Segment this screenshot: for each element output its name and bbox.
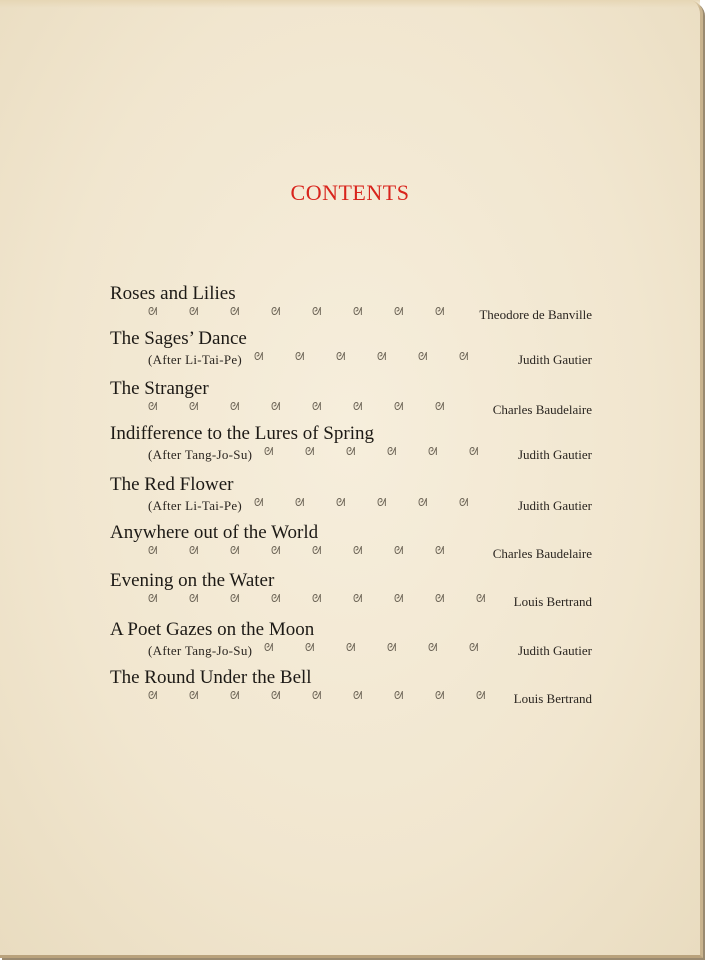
leader-ornament-icon: ᘛ xyxy=(189,689,199,702)
leader-ornament-icon: ᘛ xyxy=(394,305,404,318)
toc-entry xyxy=(110,522,592,561)
entry-author: Judith Gautier xyxy=(517,643,592,658)
entry-title: The Sages’ Dance xyxy=(110,328,247,349)
leader-ornament-icon: ᘛ xyxy=(435,592,445,605)
entry-author: Judith Gautier xyxy=(517,352,592,367)
leader-ornament-icon: ᘛ xyxy=(148,305,158,318)
leader-ornament-icon: ᘛ xyxy=(189,305,199,318)
leader-ornament-icon: ᘛ xyxy=(148,689,158,702)
leader-ornament-icon: ᘛ xyxy=(295,350,305,363)
leader-ornament-icon: ᘛ xyxy=(336,350,346,363)
leader-ornament-icon: ᘛ xyxy=(418,496,428,509)
toc-entry xyxy=(110,619,592,658)
toc-entry xyxy=(110,667,592,706)
entry-title: Anywhere out of the World xyxy=(110,522,319,543)
leader-ornament-icon: ᘛ xyxy=(377,496,387,509)
leader-ornament-icon: ᘛ xyxy=(476,592,486,605)
entry-subtitle: (After Tang-Jo-Su) xyxy=(148,643,253,658)
entry-author: Judith Gautier xyxy=(517,447,592,462)
leader-ornament-icon: ᘛ xyxy=(459,496,469,509)
toc-entry xyxy=(110,570,592,609)
leader-ornament-icon: ᘛ xyxy=(230,544,240,557)
entry-author: Charles Baudelaire xyxy=(492,546,592,561)
entry-title: The Stranger xyxy=(110,378,209,399)
leader-ornament-icon: ᘛ xyxy=(418,350,428,363)
leader-ornament-icon: ᘛ xyxy=(305,445,315,458)
leader-ornament-icon: ᘛ xyxy=(148,592,158,605)
leader-ornament-icon: ᘛ xyxy=(312,305,322,318)
leader-ornament-icon: ᘛ xyxy=(428,641,438,654)
leader-ornament-icon: ᘛ xyxy=(346,641,356,654)
entry-author: Louis Bertrand xyxy=(513,594,592,609)
entry-subtitle: (After Li-Tai-Pe) xyxy=(148,498,243,513)
leader-ornament-icon: ᘛ xyxy=(435,689,445,702)
leader-ornament-icon: ᘛ xyxy=(264,641,274,654)
leader-ornament-icon: ᘛ xyxy=(353,544,363,557)
entry-author: Theodore de Banville xyxy=(479,307,592,322)
leader-ornament-icon: ᘛ xyxy=(271,400,281,413)
leader-ornament-icon: ᘛ xyxy=(394,400,404,413)
leader-ornament-icon: ᘛ xyxy=(305,641,315,654)
entry-subtitle: (After Li-Tai-Pe) xyxy=(148,352,243,367)
leader-ornament-icon: ᘛ xyxy=(428,445,438,458)
leader-ornament-icon: ᘛ xyxy=(353,689,363,702)
entry-author: Judith Gautier xyxy=(517,498,592,513)
entry-title: A Poet Gazes on the Moon xyxy=(110,619,315,640)
leader-ornament-icon: ᘛ xyxy=(189,544,199,557)
leader-ornament-icon: ᘛ xyxy=(254,496,264,509)
contents-heading: CONTENTS xyxy=(290,180,410,205)
entry-title: Evening on the Water xyxy=(110,570,275,591)
entry-subtitle: (After Tang-Jo-Su) xyxy=(148,447,253,462)
leader-ornament-icon: ᘛ xyxy=(459,350,469,363)
leader-ornament-icon: ᘛ xyxy=(189,400,199,413)
leader-ornament-icon: ᘛ xyxy=(230,400,240,413)
leader-ornament-icon: ᘛ xyxy=(264,445,274,458)
entry-title: The Round Under the Bell xyxy=(110,667,312,688)
entry-author: Louis Bertrand xyxy=(513,691,592,706)
toc-entry xyxy=(110,283,592,322)
leader-ornament-icon: ᘛ xyxy=(230,689,240,702)
leader-ornament-icon: ᘛ xyxy=(346,445,356,458)
toc-entry xyxy=(110,328,592,367)
leader-ornament-icon: ᘛ xyxy=(271,305,281,318)
leader-ornament-icon: ᘛ xyxy=(435,305,445,318)
page-fold-shadow xyxy=(0,0,700,8)
leader-ornament-icon: ᘛ xyxy=(476,689,486,702)
leader-ornament-icon: ᘛ xyxy=(336,496,346,509)
leader-ornament-icon: ᘛ xyxy=(435,544,445,557)
entry-title: Indifference to the Lures of Spring xyxy=(110,423,374,444)
leader-ornament-icon: ᘛ xyxy=(230,305,240,318)
leader-ornament-icon: ᘛ xyxy=(271,592,281,605)
leader-ornament-icon: ᘛ xyxy=(254,350,264,363)
leader-ornament-icon: ᘛ xyxy=(312,544,322,557)
leader-ornament-icon: ᘛ xyxy=(469,445,479,458)
leader-ornament-icon: ᘛ xyxy=(271,689,281,702)
leader-ornament-icon: ᘛ xyxy=(271,544,281,557)
leader-ornament-icon: ᘛ xyxy=(394,689,404,702)
leader-ornament-icon: ᘛ xyxy=(387,445,397,458)
leader-ornament-icon: ᘛ xyxy=(394,592,404,605)
entry-title: The Red Flower xyxy=(110,474,234,495)
entry-author: Charles Baudelaire xyxy=(492,402,592,417)
leader-ornament-icon: ᘛ xyxy=(353,400,363,413)
toc-entry xyxy=(110,474,592,513)
leader-ornament-icon: ᘛ xyxy=(435,400,445,413)
entry-title: Roses and Lilies xyxy=(110,283,236,304)
leader-ornament-icon: ᘛ xyxy=(469,641,479,654)
leader-ornament-icon: ᘛ xyxy=(387,641,397,654)
leader-ornament-icon: ᘛ xyxy=(148,400,158,413)
leader-ornament-icon: ᘛ xyxy=(189,592,199,605)
leader-ornament-icon: ᘛ xyxy=(312,400,322,413)
leader-ornament-icon: ᘛ xyxy=(394,544,404,557)
leader-ornament-icon: ᘛ xyxy=(230,592,240,605)
leader-ornament-icon: ᘛ xyxy=(312,689,322,702)
leader-ornament-icon: ᘛ xyxy=(353,592,363,605)
toc-entry xyxy=(110,378,592,417)
leader-ornament-icon: ᘛ xyxy=(312,592,322,605)
toc-entry xyxy=(110,423,592,462)
leader-ornament-icon: ᘛ xyxy=(148,544,158,557)
leader-ornament-icon: ᘛ xyxy=(377,350,387,363)
leader-ornament-icon: ᘛ xyxy=(295,496,305,509)
leader-ornament-icon: ᘛ xyxy=(353,305,363,318)
